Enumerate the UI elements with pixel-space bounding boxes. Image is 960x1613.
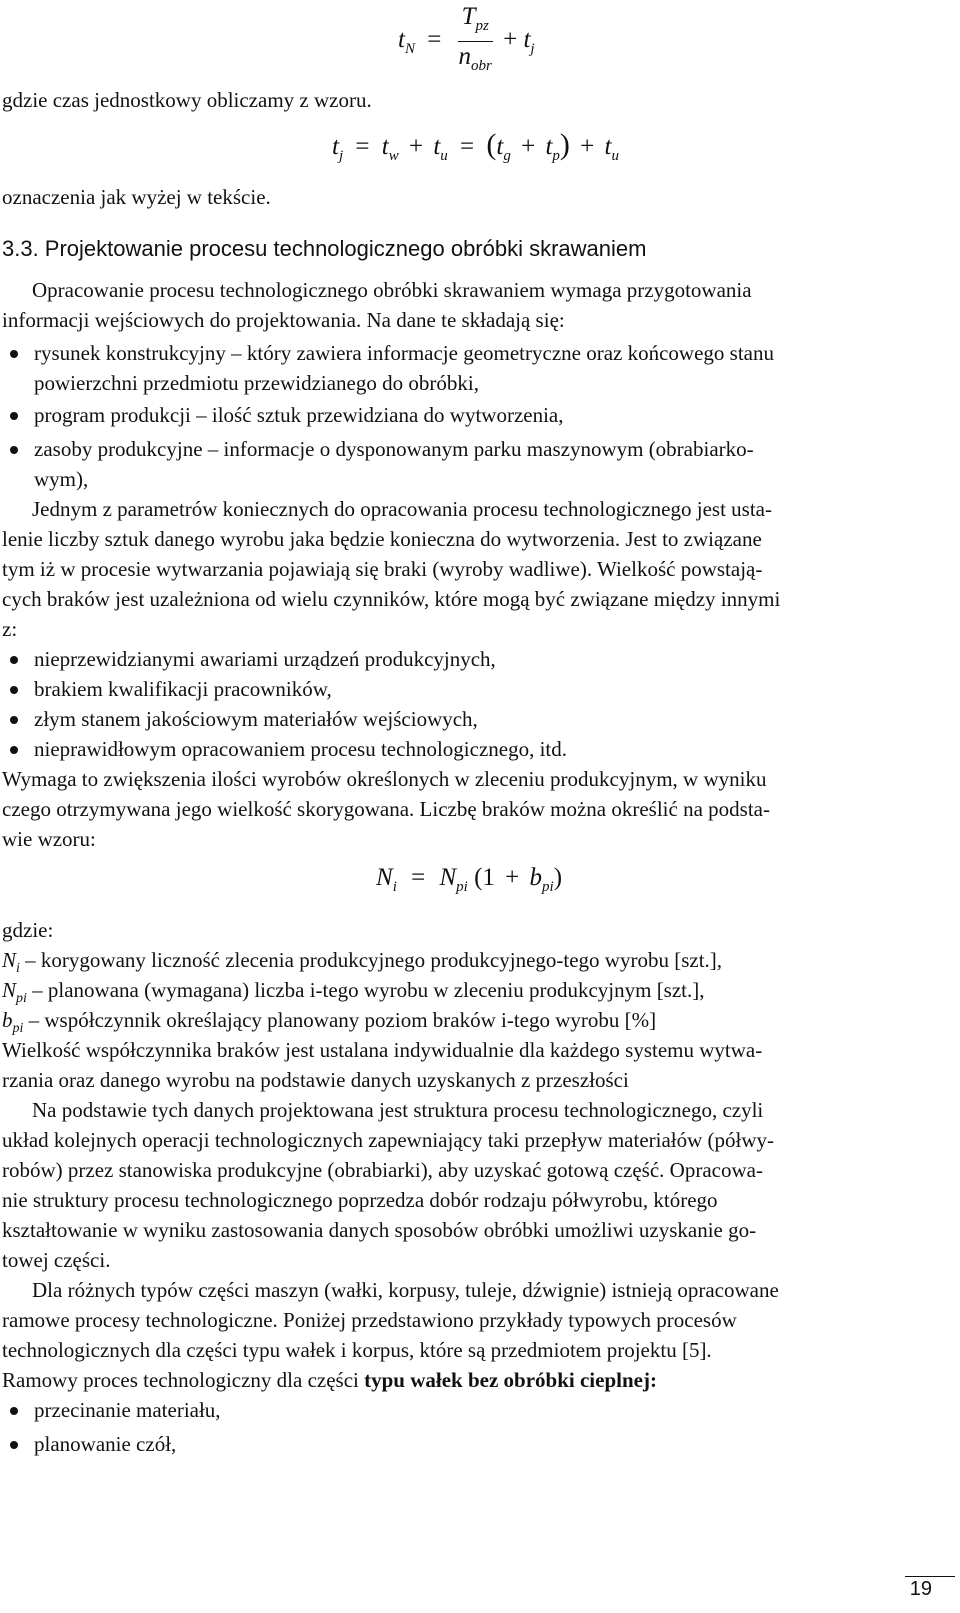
intro-text-1: gdzie czas jednostkowy obliczamy z wzoru. <box>2 88 372 112</box>
paragraph-line: tym iż w procesie wytwarzania pojawiają się braki (wyroby wadliwe). Wielkość powstają- <box>2 557 763 581</box>
bullet-icon <box>10 1441 18 1449</box>
paragraph-line: nie struktury procesu technologicznego poprzedza dobór rodzaju półwyrobu, którego <box>2 1188 718 1212</box>
bullet-icon <box>10 746 18 754</box>
paragraph-line: ramowe procesy technologiczne. Poniżej przedstawiono przykłady typowych procesów <box>2 1308 737 1332</box>
paragraph-line: wie wzoru: <box>2 827 96 851</box>
paragraph-line: technologicznych dla części typu wałek i korpus, które są przedmiotem projektu [5]. <box>2 1338 712 1362</box>
list-item: planowanie czół, <box>34 1432 177 1456</box>
paragraph-line: Wielkość współczynnika braków jest ustalana indywidualnie dla każdego systemu wytwa- <box>2 1038 763 1062</box>
bullet-icon <box>10 686 18 694</box>
intro-text-2: oznaczenia jak wyżej w tekście. <box>2 185 271 209</box>
paragraph-line: Dla różnych typów części maszyn (wałki, korpusy, tuleje, dźwignie) istnieją opracowane <box>32 1278 779 1302</box>
gdzie-label: gdzie: <box>2 918 54 942</box>
section-heading: 3.3. Projektowanie procesu technologicznego obróbki skrawaniem <box>2 236 647 261</box>
equation-tn: $t_N$ = $\frac{T_{pz}}{n_{obr}}$ + $t_j$ <box>398 3 535 74</box>
paragraph-line: rzania oraz danego wyrobu na podstawie danych uzyskanych z przeszłości <box>2 1068 629 1092</box>
bullet-icon <box>10 350 18 358</box>
definition-ni: $N_i$ – korygowany liczność zlecenia produkcyjnego produkcyjnego-tego wyrobu [szt.], <box>2 948 723 976</box>
paragraph-line: Jednym z parametrów koniecznych do opracowania procesu technologicznego jest usta- <box>32 497 772 521</box>
paragraph-line: informacji wejściowych do projektowania. Na dane te składają się: <box>2 308 565 332</box>
bullet-icon <box>10 656 18 664</box>
definition-bpi: $b_{pi}$ – współczynnik określający planowany poziom braków i-tego wyrobu [%] <box>2 1008 657 1036</box>
paragraph-line: cych braków jest uzależniona od wielu czynników, które mogą być związane między innymi <box>2 587 781 611</box>
list-item: nieprawidłowym opracowaniem procesu technologicznego, itd. <box>34 737 567 761</box>
paragraph-line: Opracowanie procesu technologicznego obróbki skrawaniem wymaga przygotowania <box>32 278 752 302</box>
paragraph-line: z: <box>2 617 18 641</box>
equation-tj: $t_j = t_w + t_u = (t_g + t_p) + t_u$ <box>332 128 619 164</box>
list-item: rysunek konstrukcyjny – który zawiera informacje geometryczne oraz końcowego stanu <box>34 341 774 365</box>
paragraph-line: kształtowanie w wyniku zastosowania danych sposobów obróbki umożliwi uzyskanie go- <box>2 1218 757 1242</box>
paragraph-line: czego otrzymywana jego wielkość skorygowana. Liczbę braków można określić na podsta- <box>2 797 770 821</box>
paragraph-line: Na podstawie tych danych projektowana jest struktura procesu technologicznego, czyli <box>32 1098 764 1122</box>
page-number-rule <box>905 1576 955 1577</box>
list-item: powierzchni przedmiotu przewidzianego do obróbki, <box>34 371 479 395</box>
list-item: brakiem kwalifikacji pracowników, <box>34 677 332 701</box>
list-item: nieprzewidzianymi awariami urządzeń produkcyjnych, <box>34 647 496 671</box>
equation-ni: $N_i = N_{pi}$ $(1 + b_{pi})$ <box>376 864 563 895</box>
list-item: wym), <box>34 467 89 491</box>
paragraph-line: Ramowy proces technologiczny dla części typu wałek bez obróbki cieplnej: <box>2 1368 657 1392</box>
bullet-icon <box>10 1407 18 1415</box>
page-number: 19 <box>909 1578 932 1600</box>
list-item: złym stanem jakościowym materiałów wejściowych, <box>34 707 478 731</box>
paragraph-line: robów) przez stanowiska produkcyjne (obrabiarki), aby uzyskać gotową część. Opracowa- <box>2 1158 763 1182</box>
paragraph-line: lenie liczby sztuk danego wyrobu jaka będzie konieczna do wytworzenia. Jest to związane <box>2 527 762 551</box>
definition-npi: $N_{pi}$ – planowana (wymagana) liczba i-tego wyrobu w zleceniu produkcyjnym [szt.], <box>2 978 705 1006</box>
list-item: przecinanie materiału, <box>34 1398 221 1422</box>
paragraph-line: Wymaga to zwiększenia ilości wyrobów określonych w zleceniu produkcyjnym, w wyniku <box>2 767 767 791</box>
paragraph-line: układ kolejnych operacji technologicznych zapewniający taki przepływ materiałów (półwy- <box>2 1128 775 1152</box>
list-item: zasoby produkcyjne – informacje o dysponowanym parku maszynowym (obrabiarko- <box>34 437 754 461</box>
bullet-icon <box>10 716 18 724</box>
bullet-icon <box>10 412 18 420</box>
list-item: program produkcji – ilość sztuk przewidziana do wytworzenia, <box>34 403 564 427</box>
bullet-icon <box>10 446 18 454</box>
paragraph-line: towej części. <box>2 1248 111 1272</box>
